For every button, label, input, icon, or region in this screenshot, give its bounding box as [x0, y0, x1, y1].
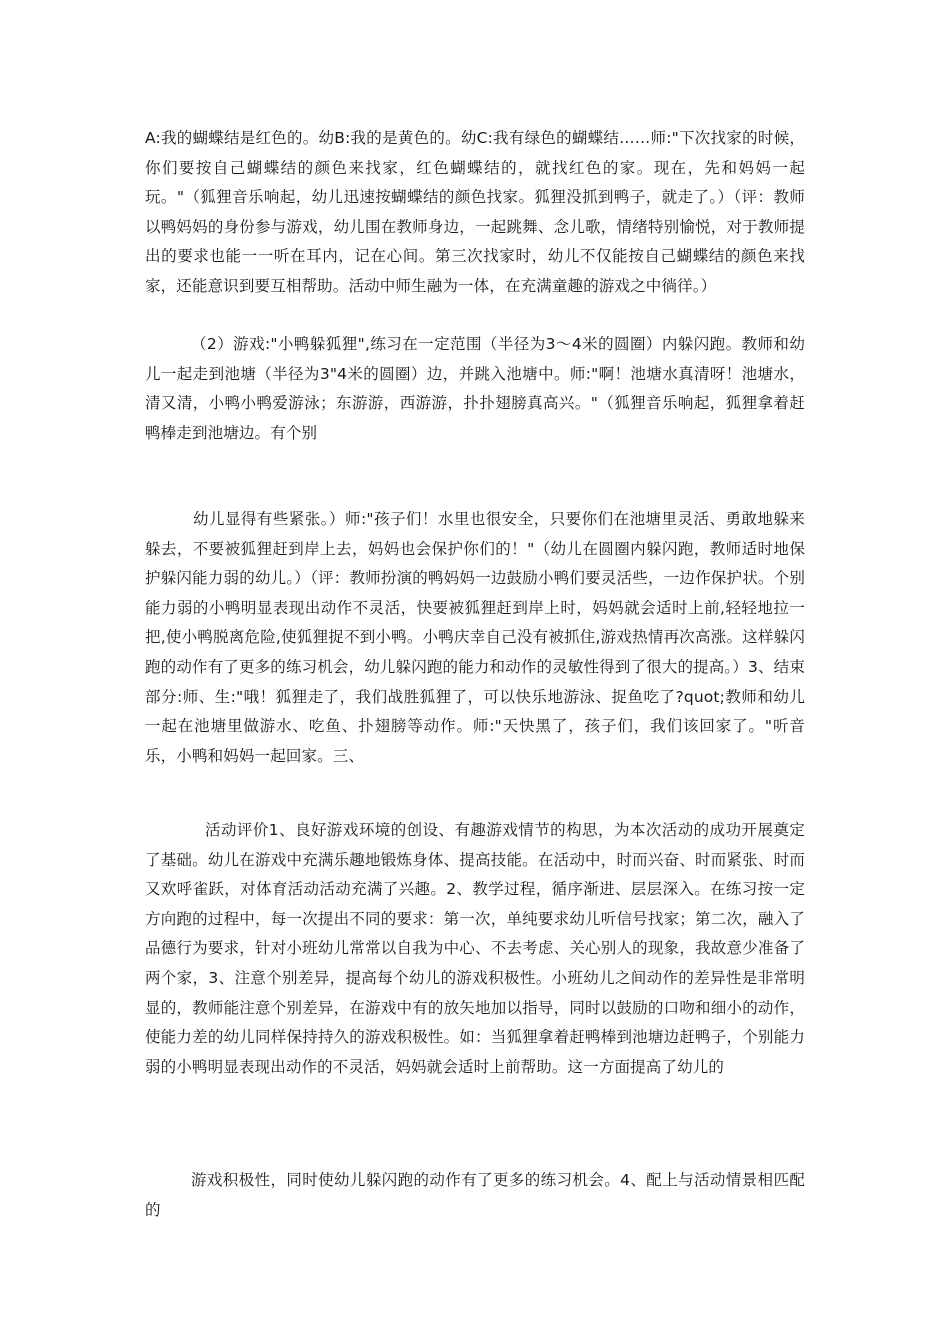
paragraph-duckling-dodge-fox: （2）游戏:"小鸭躲狐狸",练习在一定范围（半径为3～4米的圆圈）内躲闪跑。教师和幼儿一起走到池塘（半径为3"4米的圆圈）边，并跳入池塘中。师:"啊！池塘水真清呀！池塘水，清又清，小鸭小鸭爱游泳；东游游，西游游，扑扑翅膀真高兴。"（狐狸音乐响起，狐狸拿着赶鸭棒走到池塘边。有个别	[145, 335, 805, 442]
paragraph-pond-dodge-and-ending: 幼儿显得有些紧张。）师:"孩子们！水里也很安全，只要你们在池塘里灵活、勇敢地躲来躲去，不要被狐狸赶到岸上去，妈妈也会保护你们的！"（幼儿在圆圈内躲闪跑，教师适时地保护躲闪能力弱的幼儿。）（评：教师扮演的鸭妈妈一边鼓励小鸭们要灵活些，一边作保护状。个别能力弱的小鸭明显表现出动作不灵活，快要被狐狸赶到岸上时，妈妈就会适时上前,轻轻地拉一把,使小鸭脱离危险,使狐狸捉不到小鸭。小鸭庆幸自己没有被抓住,游戏热情再次高涨。这样躲闪跑的动作有了更多的练习机会，幼儿躲闪跑的能力和动作的灵敏性得到了很大的提高。）3、结束部分:师、生:"哦！狐狸走了，我们战胜狐狸了，可以快乐地游泳、捉鱼吃了?quot;教师和幼儿一起在池塘里做游水、吃鱼、扑翅膀等动作。师:"天快黑了，孩子们，我们该回家了。"听音乐，小鸭和妈妈一起回家。三、	[145, 510, 805, 765]
paragraph-activity-evaluation: 活动评价1、良好游戏环境的创设、有趣游戏情节的构思，为本次活动的成功开展奠定了基础。幼儿在游戏中充满乐趣地锻炼身体、提高技能。在活动中，时而兴奋、时而紧张、时而又欢呼雀跃，对体育活动活动充满了兴趣。2、教学过程，循序渐进、层层深入。在练习按一定方向跑的过程中，每一次提出不同的要求：第一次，单纯要求幼儿听信号找家；第二次，融入了品德行为要求，针对小班幼儿常常以自我为中心、不去考虑、关心别人的现象，我故意少准备了两个家，3、注意个别差异，提高每个幼儿的游戏积极性。小班幼儿之间动作的差异性是非常明显的，教师能注意个别差异，在游戏中有的放矢地加以指导，同时以鼓励的口吻和细小的动作，使能力差的幼儿同样保持持久的游戏积极性。如：当狐狸拿着赶鸭棒到池塘边赶鸭子，个别能力弱的小鸭明显表现出动作的不灵活，妈妈就会适时上前帮助。这一方面提高了幼儿的	[145, 821, 805, 1076]
paragraph-evaluation-continued: 游戏积极性，同时使幼儿躲闪跑的动作有了更多的练习机会。4、配上与活动情景相匹配的	[145, 1171, 805, 1219]
paragraph-bowtie-find-home: A:我的蝴蝶结是红色的。幼B:我的是黄色的。幼C:我有绿色的蝴蝶结……师:"下次找家的时候，你们要按自己蝴蝶结的颜色来找家，红色蝴蝶结的，就找红色的家。现在，先和妈妈一起玩。"（狐狸音乐响起，幼儿迅速按蝴蝶结的颜色找家。狐狸没抓到鸭子，就走了。）（评：教师以鸭妈妈的身份参与游戏，幼儿围在教师身边，一起跳舞、念儿歌，情绪特别愉悦，对于教师提出的要求也能一一听在耳内，记在心间。第三次找家时，幼儿不仅能按自己蝴蝶结的颜色来找家，还能意识到要互相帮助。活动中师生融为一体，在充满童趣的游戏之中徜徉。）	[145, 129, 805, 295]
